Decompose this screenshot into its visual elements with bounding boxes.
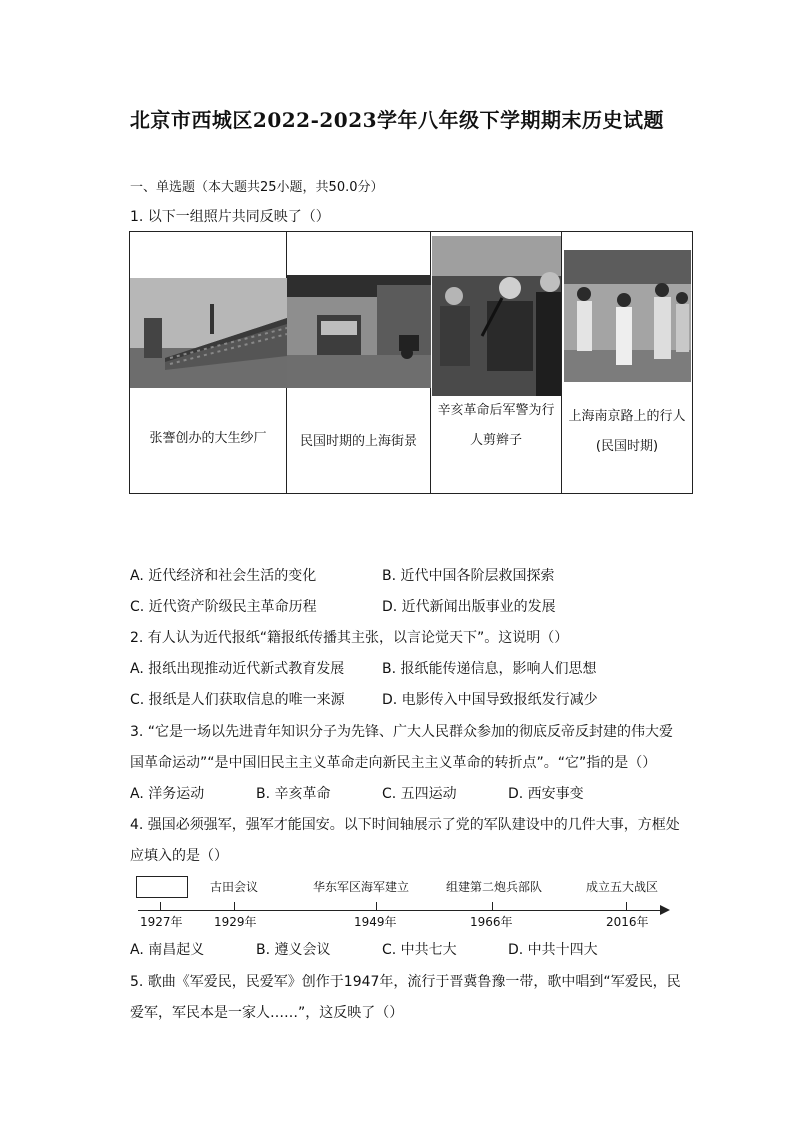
q1-option-c[interactable]: C. 近代资产阶级民主革命历程 [130, 599, 317, 615]
q1-option-a[interactable]: A. 近代经济和社会生活的变化 [130, 568, 317, 584]
timeline-tick [234, 902, 235, 910]
q1-option-d[interactable]: D. 近代新闻出版事业的发展 [382, 599, 556, 615]
q3-stem-line2: 国革命运动”“是中国旧民主主义革命走向新民主主义革命的转折点”。“它”指的是（） [130, 755, 657, 771]
q3-option-d[interactable]: D. 西安事变 [508, 786, 584, 802]
q2-option-b[interactable]: B. 报纸能传递信息，影响人们思想 [382, 661, 597, 677]
q4-stem-line2: 应填入的是（） [130, 848, 228, 864]
q2-option-c[interactable]: C. 报纸是人们获取信息的唯一来源 [130, 692, 345, 708]
timeline-blank-box [136, 876, 188, 898]
q3-option-c[interactable]: C. 五四运动 [382, 786, 457, 802]
q3-option-b[interactable]: B. 辛亥革命 [256, 786, 331, 802]
timeline-tick [626, 902, 627, 910]
photo-nanjing-road [564, 250, 691, 382]
photo-shanghai-street [287, 275, 431, 388]
photo-cell-street [287, 232, 431, 494]
caption-queue-line1: 辛亥革命后军警为行 [437, 403, 555, 418]
timeline-event-navy: 华东军区海军建立 [313, 880, 410, 894]
q4-stem-line1: 4. 强国必须强军，强军才能国安。以下时间轴展示了党的军队建设中的几件大事，方框处 [130, 817, 680, 833]
caption-pedestrians-line2: (民国时期) [595, 439, 659, 454]
caption-queue-line2: 人剪辫子 [469, 433, 522, 448]
photo-table [129, 231, 693, 494]
q5-stem-line1: 5. 歌曲《军爱民，民爱军》创作于1947年，流行于晋冀鲁豫一带，歌中唱到“军爱民，民 [130, 974, 681, 990]
photo-dasheng-cotton-mill [130, 278, 287, 388]
q5-stem-line2: 爱军，军民本是一家人……”，这反映了（） [130, 1005, 404, 1021]
timeline-event-gutian: 古田会议 [210, 880, 259, 894]
timeline-year: 2016年 [606, 915, 649, 929]
timeline-year: 1927年 [140, 915, 183, 929]
exam-title: 北京市西城区2022-2023学年八年级下学期期末历史试题 [129, 108, 665, 132]
q2-stem: 2. 有人认为近代报纸“籍报纸传播其主张，以言论觉天下”。这说明（） [130, 630, 569, 646]
photo-cell-pedestrians [562, 232, 693, 494]
timeline-event-theater-commands: 成立五大战区 [586, 880, 659, 894]
section-heading: 一、单选题（本大题共25小题，共50.0分） [130, 180, 384, 195]
military-timeline [130, 872, 690, 932]
timeline-event-second-artillery: 组建第二炮兵部队 [446, 880, 543, 894]
q3-option-a[interactable]: A. 洋务运动 [130, 786, 205, 802]
timeline-tick [492, 902, 493, 910]
q3-stem-line1: 3. “它是一场以先进青年知识分子为先锋、广大人民群众参加的彻底反帝反封建的伟大爱 [130, 724, 674, 740]
timeline-arrow-icon [660, 905, 670, 915]
q4-option-c[interactable]: C. 中共七大 [382, 942, 457, 958]
q2-option-a[interactable]: A. 报纸出现推动近代新式教育发展 [130, 661, 345, 677]
photo-cell-queue [431, 232, 562, 494]
timeline-tick [160, 902, 161, 910]
q2-option-d[interactable]: D. 电影传入中国导致报纸发行减少 [382, 692, 598, 708]
caption-street: 民国时期的上海街景 [299, 434, 417, 449]
timeline-year: 1929年 [214, 915, 257, 929]
q4-option-a[interactable]: A. 南昌起义 [130, 942, 205, 958]
q4-option-d[interactable]: D. 中共十四大 [508, 942, 598, 958]
photo-queue-cutting [432, 236, 561, 396]
q1-option-b[interactable]: B. 近代中国各阶层救国探索 [382, 568, 555, 584]
photo-cell-factory [130, 232, 287, 494]
caption-pedestrians-line1: 上海南京路上的行人 [568, 409, 686, 424]
caption-factory: 张謇创办的大生纱厂 [149, 431, 267, 446]
timeline-tick [376, 902, 377, 910]
q4-option-b[interactable]: B. 遵义会议 [256, 942, 331, 958]
q1-stem: 1. 以下一组照片共同反映了（） [130, 209, 330, 225]
timeline-year: 1949年 [354, 915, 397, 929]
timeline-axis [138, 910, 662, 911]
timeline-year: 1966年 [470, 915, 513, 929]
